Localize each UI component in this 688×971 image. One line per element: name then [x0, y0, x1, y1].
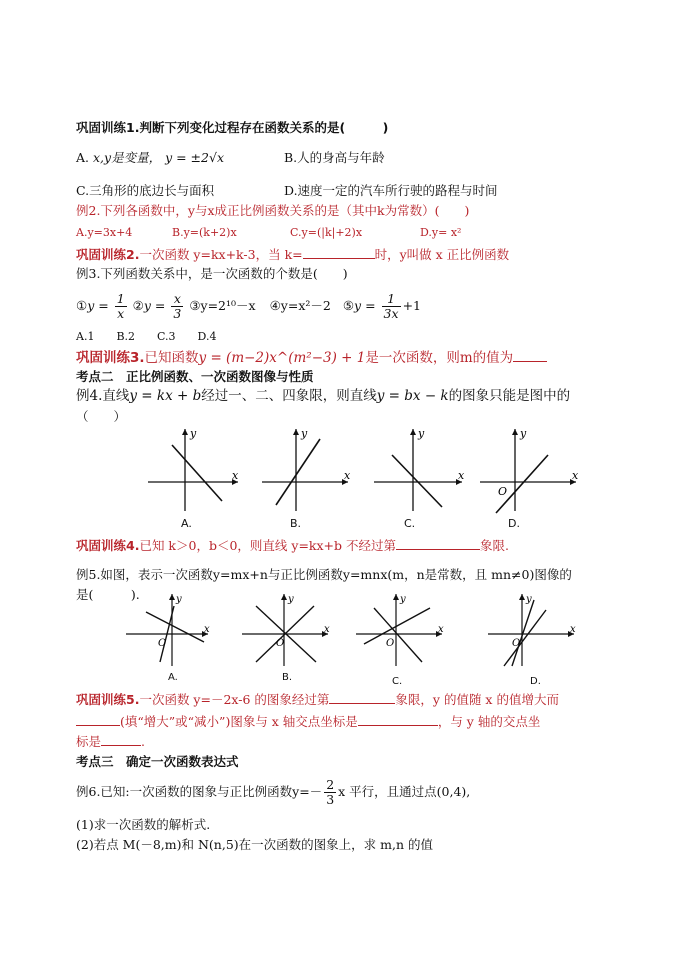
q1-option-b: B.人的身高与年龄: [284, 150, 385, 165]
y-axis-label: y: [418, 427, 425, 440]
ex6-fraction-den: 3: [326, 792, 335, 807]
q1-options-ab: [76, 150, 385, 166]
y-axis-arrow-icon: [169, 594, 175, 600]
ex3-f5-num: 1: [382, 292, 401, 307]
ex3-f1-fraction: [115, 292, 127, 321]
ex4-graph-a: [140, 425, 250, 515]
origin-label: O: [512, 638, 521, 649]
q4-label: 巩固训练4.: [76, 538, 140, 553]
ex4-stem-a: 例4.直线: [76, 388, 130, 404]
q5-stem-f: .: [141, 734, 145, 749]
ex3-f1-den: x: [117, 306, 125, 321]
ex4-formula-2: y = bx − k: [376, 388, 449, 404]
ex4-caption-c: C.: [404, 517, 416, 530]
ex5-graph-c: [352, 590, 452, 668]
q2-stem-a: 一次函数 y=kx+k-3，当 k=: [139, 247, 303, 262]
q5-line-1: [76, 691, 559, 708]
q5-stem-e: 标是: [76, 734, 102, 749]
q1-option-a-formula: y = ±2√x: [165, 150, 225, 165]
ex5-line-1: 例5.如图，表示一次函数y=mx+n与正比例函数y=mnx(m，n是常数，且 mn≠0)图像的: [76, 567, 572, 582]
ex2-option-c: C.y=(|k|+2)x: [290, 226, 363, 239]
ex3-f5-tail: +1: [402, 298, 421, 313]
ex2-option-d: D.y= x²: [420, 226, 462, 239]
q4-blank[interactable]: [396, 537, 480, 550]
ex5-caption-d: D.: [530, 676, 541, 687]
y-axis-arrow-icon: [182, 429, 188, 435]
q1-options-cd: [76, 183, 498, 199]
origin-label: O: [498, 485, 508, 498]
x-axis-label: x: [438, 624, 444, 635]
ex6-stem-a: 例6.已知:一次函数的图象与正比例函数y=－: [76, 784, 323, 799]
ex3-f2-lhs: y =: [143, 298, 166, 313]
graph-line-1: [512, 600, 534, 666]
ex3-f5-fraction: [382, 292, 401, 321]
origin-label: O: [386, 638, 395, 649]
ex3-options: A.1 B.2 C.3 D.4: [76, 330, 217, 343]
ex3-f2-num: x: [171, 292, 183, 307]
ex5-caption-b: B.: [282, 672, 293, 683]
q3-blank[interactable]: [513, 349, 547, 362]
y-axis-label: y: [288, 594, 294, 605]
q5-blank-1[interactable]: [329, 691, 395, 704]
x-axis-label: x: [570, 624, 576, 635]
y-axis-arrow-icon: [293, 429, 299, 435]
y-axis-label: y: [520, 427, 527, 440]
q3-stem-b: 是一次函数，则m的值为: [365, 350, 514, 366]
ex6-stem-b: x 平行，且通过点(0,4),: [338, 784, 471, 799]
y-axis-label: y: [400, 594, 406, 605]
ex4-caption-b: B.: [290, 517, 302, 530]
x-axis-label: x: [344, 469, 351, 482]
x-axis-label: x: [324, 624, 330, 635]
q5-stem-d: ，与 y 轴的交点坐: [437, 714, 541, 729]
q1-stem: 判断下列变化过程存在函数关系的是( ): [139, 120, 389, 135]
q4-stem-a: 已知 k＞0，b＜0，则直线 y=kx+b 不经过第: [139, 538, 396, 553]
q5-stem-c: (填“增大”或“减小”)图象与 x 轴交点坐标是: [120, 714, 358, 729]
y-axis-label: y: [526, 594, 532, 605]
ex4-formula-1: y = kx + b: [129, 388, 202, 404]
graph-line-1: [146, 612, 204, 642]
ex5-caption-c: C.: [392, 676, 403, 687]
ex6-fraction-num: 2: [326, 777, 335, 792]
q1-label: 巩固训练1.: [76, 120, 140, 135]
q3-stem-a: 已知函数: [144, 350, 199, 366]
ex2-option-b: B.y=(k+2)x: [172, 226, 237, 239]
q3-label: 巩固训练3.: [76, 350, 145, 366]
ex3-stem: 例3.下列函数关系中，是一次函数的个数是( ): [76, 266, 348, 281]
ex5-graph-a: [122, 590, 222, 668]
y-axis-arrow-icon: [281, 594, 287, 600]
y-axis-arrow-icon: [512, 429, 518, 435]
ex4-graph-d: [476, 425, 586, 515]
q5-line-2: [76, 713, 540, 730]
ex4-graph-c: [370, 425, 470, 515]
y-axis-arrow-icon: [410, 429, 416, 435]
x-axis-label: x: [572, 469, 579, 482]
ex4-stem-b: 经过一、二、四象限，则直线: [201, 388, 377, 404]
ex4-line: [76, 388, 570, 404]
ex3-f4: ④y=x²－2: [269, 298, 331, 313]
ex6-line-1: [76, 775, 470, 809]
ex3-f2-den: 3: [173, 306, 182, 321]
graph-line: [172, 445, 222, 501]
q2-line: [76, 246, 509, 263]
q3-formula: y = (m−2)x^(m²−3) + 1: [198, 350, 366, 366]
ex3-f1-num: 1: [116, 291, 125, 306]
q1-option-a-text: x,y是变量，: [93, 150, 162, 165]
q5-stem-a: 一次函数 y=－2x-6 的图象经过第: [139, 692, 330, 707]
ex3-f1-prefix: ①: [76, 298, 88, 313]
q2-blank[interactable]: [303, 246, 375, 259]
ex2-options: [76, 225, 462, 241]
graph-line: [276, 439, 320, 505]
ex3-functions: [76, 288, 421, 324]
ex5-graph-b: [238, 590, 338, 668]
ex3-f5-den: 3x: [383, 306, 399, 321]
y-axis-label: y: [176, 594, 182, 605]
origin-label: O: [276, 638, 285, 649]
x-axis-label: x: [458, 469, 465, 482]
q1-option-d: D.速度一定的汽车所行驶的路程与时间: [284, 183, 498, 198]
section-2-title: 考点二 正比例函数、一次函数图像与性质: [76, 369, 314, 384]
ex4-caption-d: D.: [508, 517, 520, 530]
ex6-part-2: (2)若点 M(－8,m)和 N(n,5)在一次函数的图象上，求 m,n 的值: [76, 837, 433, 852]
q4-stem-b: 象限.: [480, 538, 509, 553]
q5-blank-3[interactable]: [358, 713, 438, 726]
q5-line-3: [76, 733, 145, 750]
graph-line: [392, 455, 442, 507]
y-axis-label: y: [190, 427, 197, 440]
q5-stem-b: 象限，y 的值随 x 的值增大而: [395, 692, 559, 707]
q5-blank-4[interactable]: [101, 733, 141, 746]
ex6-fraction: [324, 778, 336, 807]
graph-line-2: [504, 610, 546, 666]
q5-label: 巩固训练5.: [76, 692, 140, 707]
q5-blank-2[interactable]: [76, 713, 120, 726]
ex5-caption-a: A.: [168, 672, 178, 683]
q4-line: [76, 537, 509, 554]
section-3-title: 考点三 确定一次函数表达式: [76, 754, 239, 769]
q1-stem-line: [76, 120, 388, 136]
ex2-stem: 例2.下列各函数中，y与x成正比例函数关系的是（其中k为常数）( ): [76, 203, 470, 218]
ex3-f2-fraction: [171, 292, 183, 321]
ex2-option-a: A.y=3x+4: [76, 226, 133, 239]
ex4-paren: （ ）: [76, 409, 127, 424]
q2-stem-b: 时，y叫做 x 正比例函数: [374, 247, 510, 262]
ex6-part-1: (1)求一次函数的解析式.: [76, 817, 211, 832]
x-axis-label: x: [232, 469, 239, 482]
q1-option-a-prefix: A.: [76, 150, 90, 165]
y-axis-arrow-icon: [519, 594, 525, 600]
y-axis-label: y: [301, 427, 308, 440]
origin-label: O: [158, 638, 167, 649]
ex4-stem-c: 的图象只能是图中的: [448, 388, 571, 404]
ex3-f3: ③y=2¹⁰－x: [189, 298, 256, 313]
ex5-graph-d: [484, 590, 584, 668]
ex3-f2-prefix: ②: [132, 298, 144, 313]
ex3-f1-lhs: y =: [87, 298, 109, 313]
graph-line: [496, 455, 548, 513]
q1-option-c: C.三角形的底边长与面积: [76, 183, 215, 198]
ex5-line-2: 是( ).: [76, 587, 140, 602]
ex3-f5-prefix: ⑤: [342, 298, 355, 313]
ex3-f5-lhs: y =: [354, 298, 376, 313]
x-axis-label: x: [204, 624, 210, 635]
q3-line: [76, 349, 547, 366]
y-axis-arrow-icon: [393, 594, 399, 600]
ex4-graph-b: [258, 425, 358, 515]
q2-label: 巩固训练2.: [76, 247, 140, 262]
ex4-caption-a: A.: [181, 517, 192, 530]
graph-line-1: [364, 608, 430, 644]
